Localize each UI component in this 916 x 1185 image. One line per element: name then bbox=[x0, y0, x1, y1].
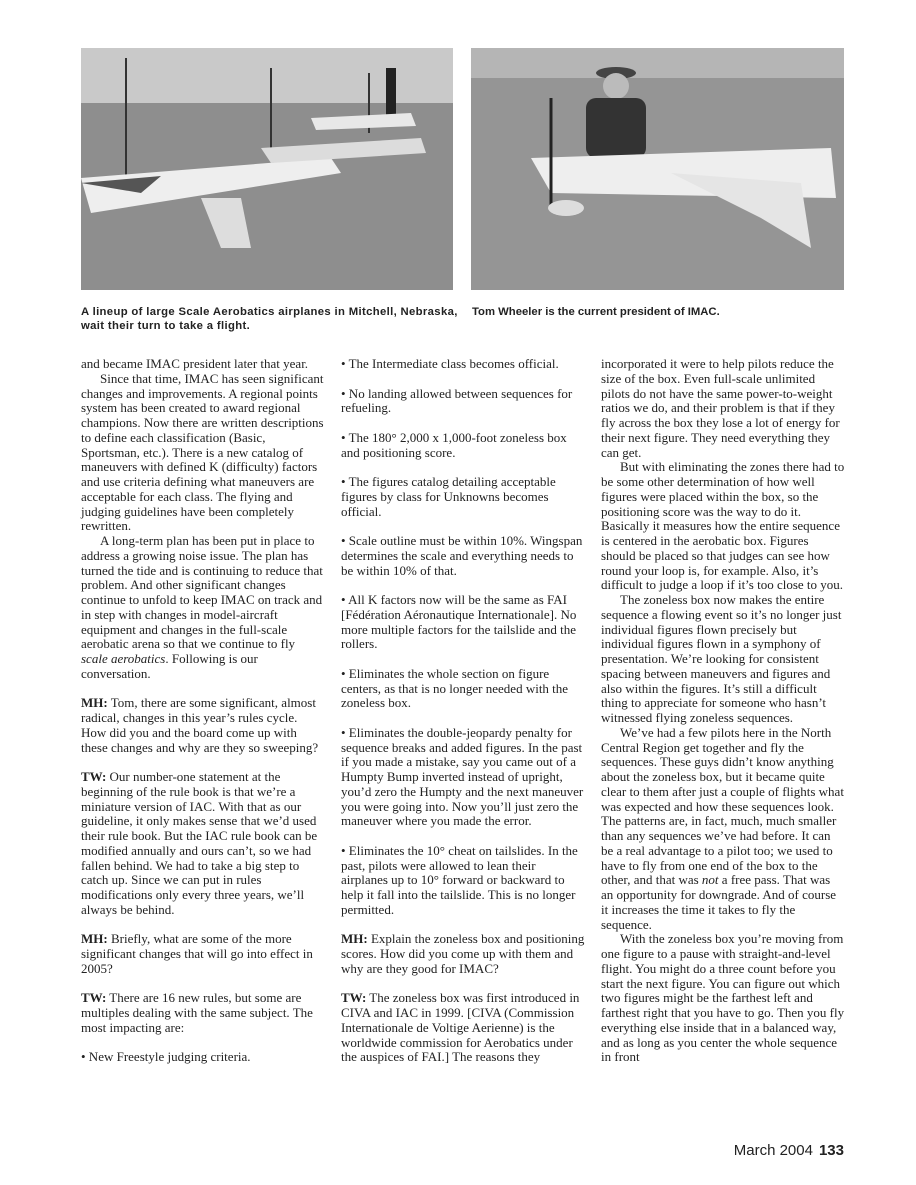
bullet-item: • New Freestyle judging criteria. bbox=[81, 1049, 251, 1065]
speaker-label: TW: bbox=[81, 990, 107, 1006]
speaker-label: MH: bbox=[81, 695, 108, 711]
paragraph: and became IMAC president later that year. bbox=[81, 356, 309, 371]
text: A long-term plan has been put in place to address a growing noise issue. The plan has turned the tide and is continuing to reduce that problem. And other significant changes continue to unfold to keep IMAC on track and in step with changes in model-aircraft equipment and changes in the full-scale aerobatic arena so that we continue to fly bbox=[81, 533, 323, 652]
paragraph: But with eliminating the zones there had to be some other determination of how well figures were placed within the box, so the positioning score was the way to do it. Basically it measures how the entire sequence is centered in the aerobatic box. Figures should be placed so that judges can see how round your loop is, for example. Also, it’s difficult to judge a loop if it’s too close to you. bbox=[601, 459, 845, 593]
paragraph: Since that time, IMAC has seen significant changes and improvements. A regional points system has been created to award regional champions. Now there are written descriptions to define each classification (Basic, Sportsman, etc.). There is a new catalog of maneuvers with defined K (difficulty) factors and use criteria defining what maneuvers are acceptable for each class. The flying and judging guidelines have been completely rewritten. bbox=[81, 370, 324, 534]
page-footer bbox=[734, 1142, 844, 1159]
paragraph: The zoneless box now makes the entire sequence a flowing event so it’s no longer just individual figures flown precisely but individual figures flown in a symphony of presentation. We’re looking for consistent spacing between maneuvers and figures and also within the figures. It’s still a difficult thing to appreciate for someone who hasn’t witnessed flying zoneless sequences. bbox=[601, 592, 842, 725]
text: . Following is our conversation. bbox=[81, 651, 258, 681]
issue-date: March 2004 bbox=[733, 1142, 813, 1159]
italic-text: scale aerobatics bbox=[81, 651, 166, 666]
photo-tom-wheeler bbox=[471, 48, 844, 290]
bullet-item: • Eliminates the double-jeopardy penalty for sequence breaks and added figures. In the past if you made a mistake, say you came out of a Humpty Bump inverted instead of upright, you’d zero the Humpty and the next maneuver you were going into. Now you’ll just zero the maneuver where you made the error. bbox=[341, 724, 584, 829]
text: Tom, there are some significant, almost radical, changes in this year’s rules cycle. How did you and the board come up with these changes and why are they so sweeping? bbox=[81, 695, 319, 755]
text: a free pass. That was an opportunity for downgrade. And of course it increases the time it takes to fly the sequence. bbox=[601, 872, 837, 932]
speaker-label: MH: bbox=[81, 931, 108, 947]
paragraph bbox=[81, 534, 325, 682]
bullet-item: • The figures catalog detailing acceptable figures by class for Unknowns becomes official. bbox=[341, 474, 556, 519]
text: The zoneless box was first introduced in CIVA and IAC in 1999. [CIVA (Commission Internationale de Voltige Aerienne) is the worldwide commission for Aerobatics under the auspices of FAI.] The reasons they bbox=[341, 990, 580, 1065]
paragraph: With the zoneless box you’re moving from one figure to a pause with straight-and-level flight. You might do a three count before you start the next figure. You can figure out which two figures might be the farthest left and farthest right that you have to go. Then you fly everything else inside that in a balanced way, and as long as you center the whole sequence in front bbox=[601, 931, 845, 1065]
answer-paragraph bbox=[81, 991, 325, 1035]
article-column-1 bbox=[81, 357, 325, 1065]
bullet-item: • All K factors now will be the same as FAI [Fédération Aéronautique Internationale]. No more multiple factors for the tailslide and the rollers. bbox=[341, 592, 577, 652]
paragraph bbox=[601, 726, 845, 933]
text: Explain the zoneless box and positioning scores. How did you come up with them and why are they good for IMAC? bbox=[341, 931, 585, 976]
answer-paragraph bbox=[341, 991, 585, 1065]
paragraph: incorporated it were to help pilots reduce the size of the box. Even full-scale unlimited pilots do not have the same power-to-weight ratios we do, and their problem is that if they fly across the box they lose a lot of energy for their next figure. They need everything they can get. bbox=[601, 356, 840, 460]
question-paragraph bbox=[341, 932, 585, 976]
speaker-label: MH: bbox=[341, 931, 368, 947]
question-paragraph bbox=[81, 932, 325, 976]
bullet-item: • The Intermediate class becomes official. bbox=[341, 356, 559, 371]
bullet-item: • Scale outline must be within 10%. Wingspan determines the scale and everything needs to be within 10% of that. bbox=[341, 533, 583, 578]
bullet-item: • No landing allowed between sequences for refueling. bbox=[341, 385, 573, 416]
italic-text: not bbox=[701, 872, 719, 888]
speaker-label: TW: bbox=[81, 769, 107, 784]
page-number: 133 bbox=[818, 1142, 844, 1159]
photo-airplane-lineup bbox=[81, 48, 453, 290]
photo-caption-wheeler: Tom Wheeler is the current president of IMAC. bbox=[472, 306, 720, 318]
bullet-item: • Eliminates the 10° cheat on tailslides. In the past, pilots were allowed to lean their airplanes up to 10° forward or backward to help it fall into the tailslide. This is no longer permitted. bbox=[341, 842, 578, 917]
airplane-lineup-image bbox=[81, 48, 453, 290]
article-column-3 bbox=[601, 357, 845, 1065]
article-column-2 bbox=[341, 357, 585, 1065]
speaker-label: TW: bbox=[341, 990, 367, 1006]
question-paragraph bbox=[81, 696, 325, 755]
bullet-item: • The 180° 2,000 x 1,000-foot zoneless box and positioning score. bbox=[341, 429, 567, 460]
text: Our number-one statement at the beginning of the rule book is that we’re a miniature version of IAC. With that as our guideline, it only makes sense that we’d used their rule book. But the IAC rule book can be modified annually and ours can’t, so we had fallen behind. We had to take a big step to catch up. Since we can put in rules modifications only every three years, we’ll always be behind. bbox=[81, 769, 318, 917]
tom-wheeler-image bbox=[471, 48, 844, 290]
text: Briefly, what are some of the more significant changes that will go into effect in 2005? bbox=[81, 931, 313, 976]
photo-caption-lineup: A lineup of large Scale Aerobatics airplanes in Mitchell, Nebraska, wait their turn to take a flight. bbox=[81, 306, 458, 332]
answer-paragraph bbox=[81, 770, 325, 918]
bullet-item: • Eliminates the whole section on figure centers, as that is no longer needed with the zoneless box. bbox=[341, 665, 569, 711]
text: We’ve had a few pilots here in the North Central Region get together and fly the sequences. These guys didn’t know anything about the zoneless box, but it became quite clear to them after just a couple of flights what was expected and how these sequences look. The patterns are, in fact, much, much smaller than any sequences we’ve had before. It can be a real advantage to a pilot too; we used to have to fly from one end of the box to the other, and that was bbox=[601, 724, 844, 888]
text: There are 16 new rules, but some are multiples dealing with the same subject. The most impacting are: bbox=[81, 990, 313, 1035]
